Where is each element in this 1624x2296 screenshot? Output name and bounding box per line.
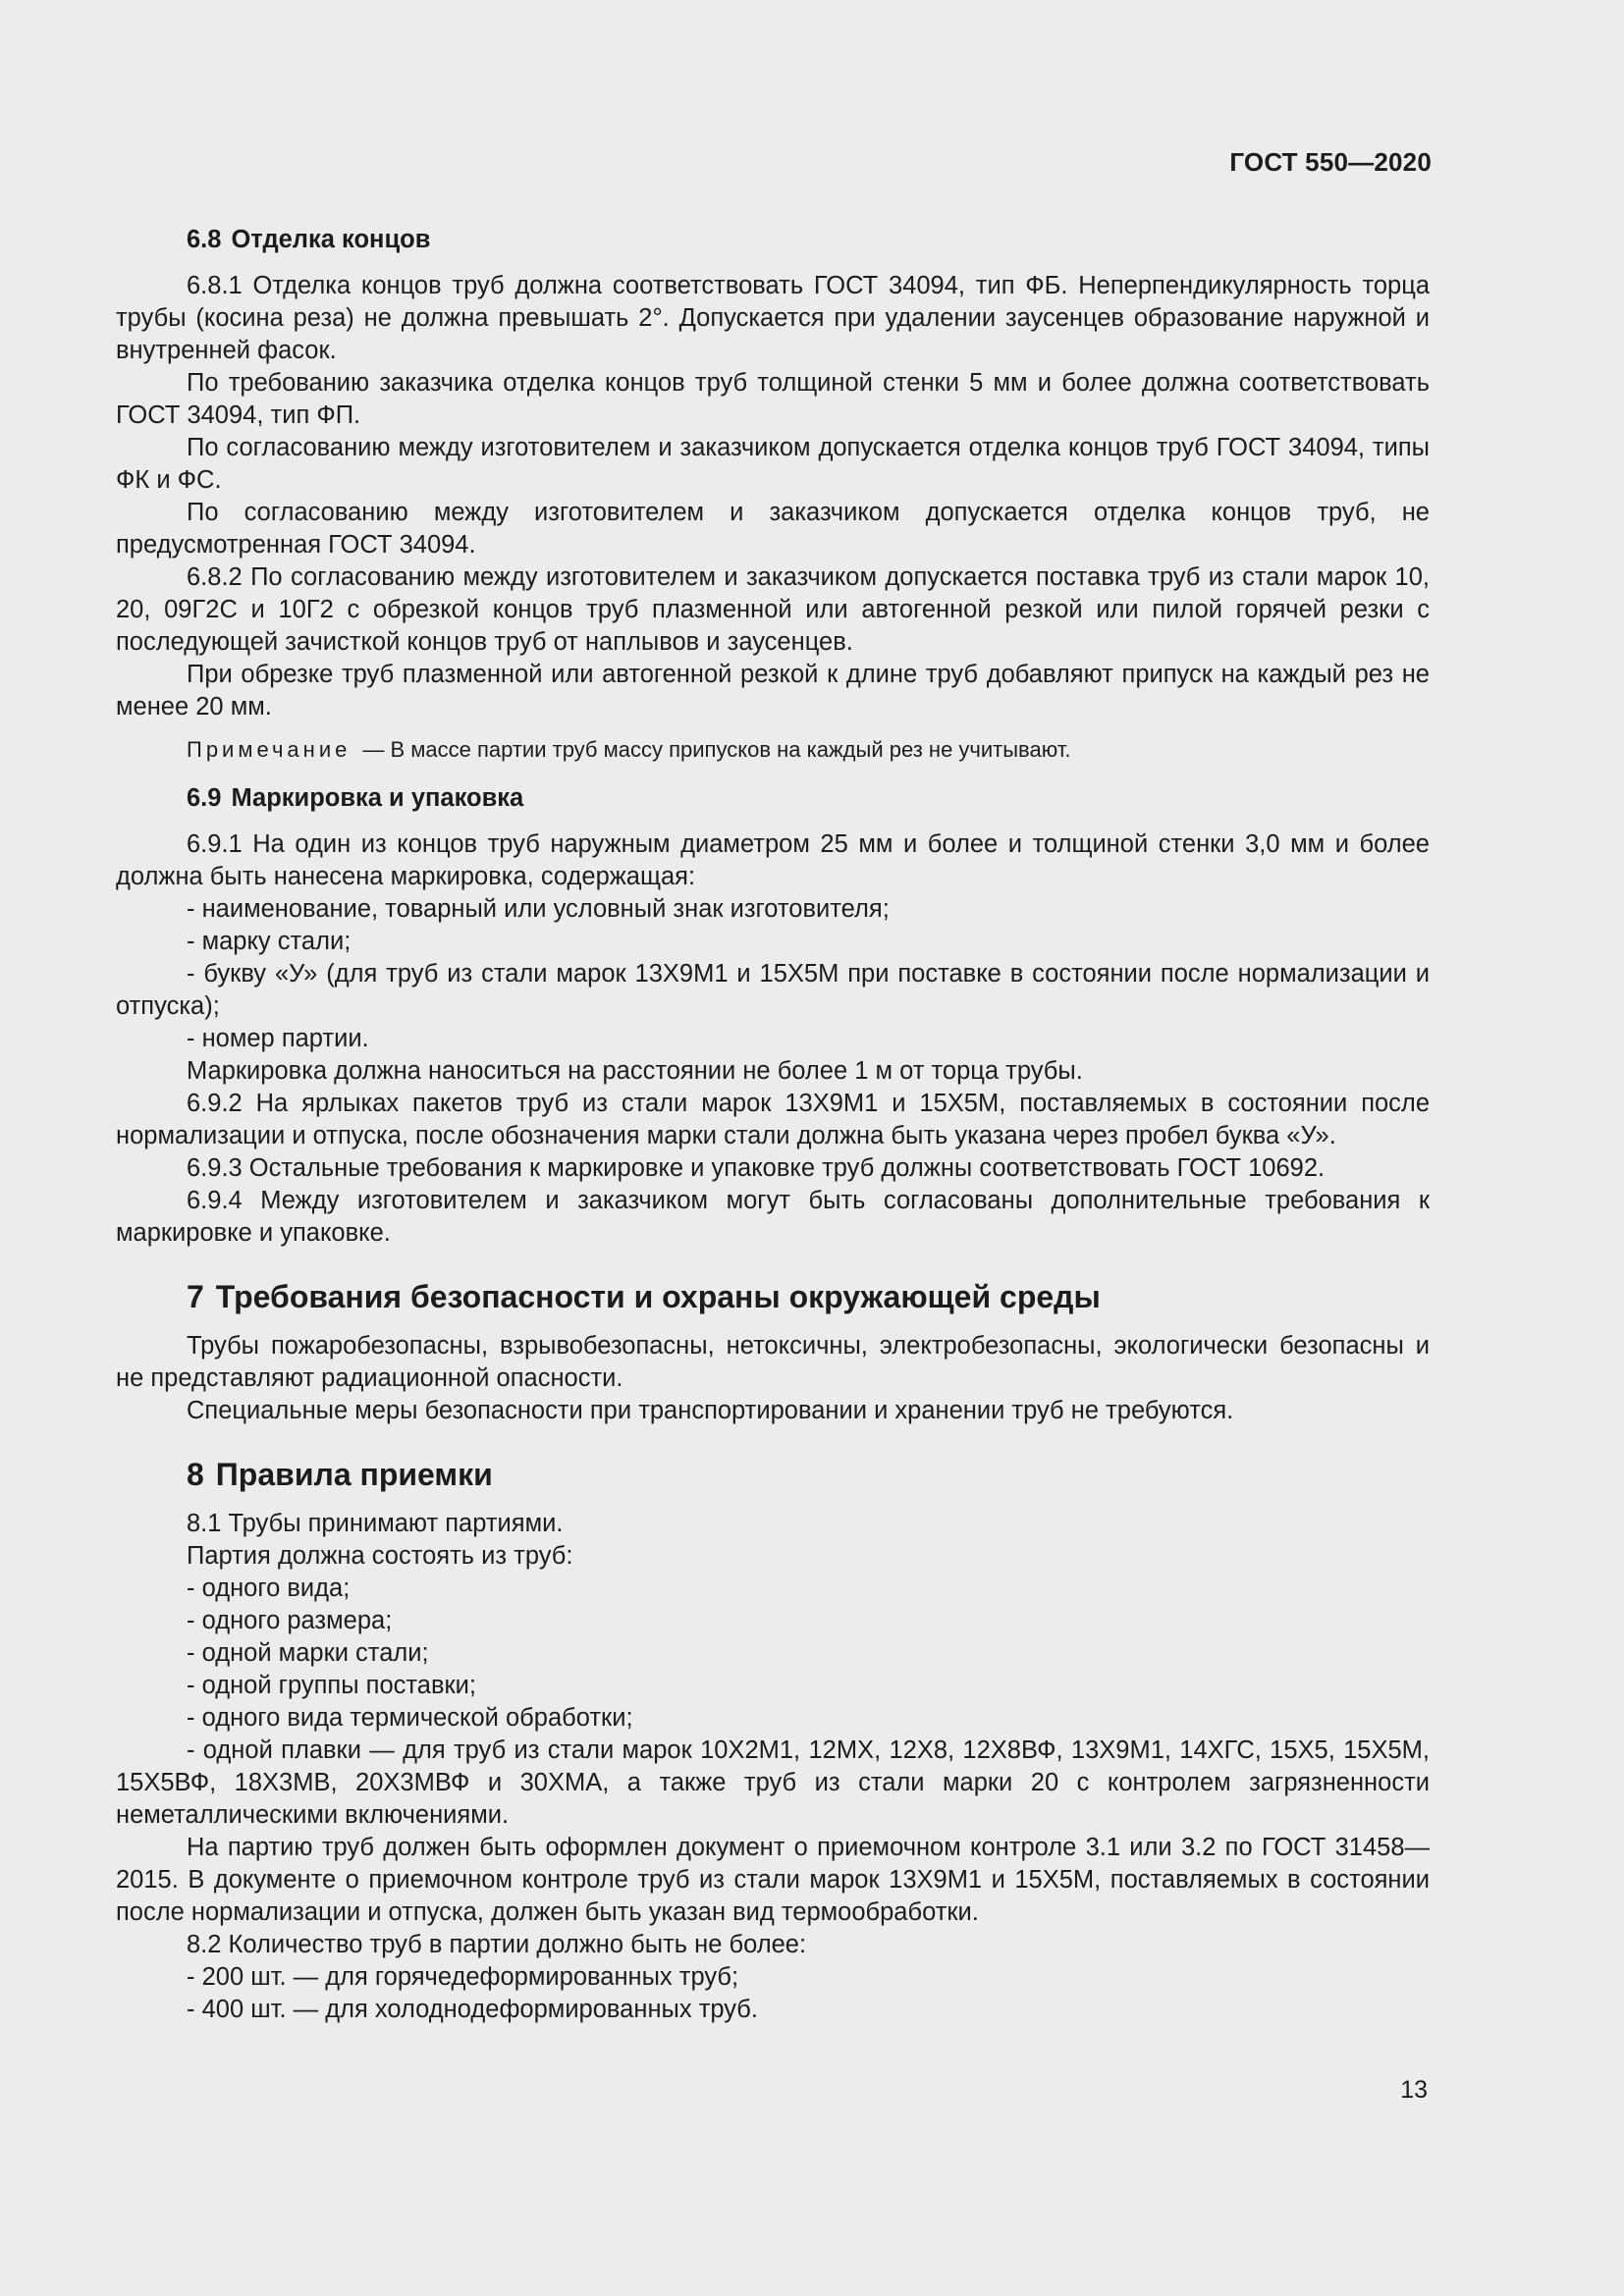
page-content xyxy=(116,224,1430,2026)
paragraph-6-8-2: 6.8.2 По согласованию между изготовителем и заказчиком допускается поставка труб из стали марок 10, 20, 09Г2С и 10Г2 с обрезкой концов труб плазменной или автогенной резкой или пилой горячей резки с последующей зачисткой концов труб от наплывов и заусенцев. xyxy=(116,563,1430,656)
list-item: - марку стали; xyxy=(187,928,352,955)
paragraph: Маркировка должна наноситься на расстоянии не более 1 м от торца трубы. xyxy=(187,1057,1083,1085)
section-8-heading xyxy=(116,1455,1430,1494)
note-label: Примечание xyxy=(187,737,352,762)
list-item: - одной плавки — для труб из стали марок 10Х2М1, 12МХ, 12Х8, 12Х8ВФ, 13Х9М1, 14ХГС, 15Х5, 15Х5М, 15Х5ВФ, 18Х3МВ, 20Х3МВФ и 30ХМА, а также труб из стали марки 20 с контролем загрязненности неметаллическими включениями. xyxy=(116,1736,1430,1829)
section-7-heading xyxy=(116,1277,1430,1316)
paragraph-6-9-2: 6.9.2 На ярлыках пакетов труб из стали марок 13Х9М1 и 15Х5М, поставляемых в состоянии после нормализации и отпуска, после обозначения марки стали должна быть указана через пробел буква «У». xyxy=(116,1090,1430,1149)
paragraph: По согласованию между изготовителем и заказчиком допускается отделка концов труб, не предусмотренная ГОСТ 34094. xyxy=(116,499,1430,559)
paragraph-6-9-1: 6.9.1 На один из концов труб наружным диаметром 25 мм и более и толщиной стенки 3,0 мм и более должна быть нанесена маркировка, содержащая: xyxy=(116,830,1430,890)
paragraph: По требованию заказчика отделка концов труб толщиной стенки 5 мм и более должна соответствовать ГОСТ 34094, тип ФП. xyxy=(116,369,1430,429)
list-item: - одной группы поставки; xyxy=(187,1672,476,1699)
section-title: Маркировка и упаковка xyxy=(231,784,524,812)
section-title: Требования безопасности и охраны окружающей среды xyxy=(215,1279,1101,1314)
page-number: 13 xyxy=(1400,2076,1428,2104)
section-6-9-heading xyxy=(116,782,1430,815)
section-number: 8 xyxy=(187,1457,204,1492)
section-title: Отделка концов xyxy=(231,226,431,253)
list-item: - одного вида термической обработки; xyxy=(187,1704,633,1732)
paragraph-8-1: 8.1 Трубы принимают партиями. xyxy=(187,1510,564,1537)
list-item: - одного вида; xyxy=(187,1575,351,1602)
paragraph: По согласованию между изготовителем и заказчиком допускается отделка концов труб ГОСТ 34094, типы ФК и ФС. xyxy=(116,434,1430,494)
paragraph: Трубы пожаробезопасны, взрывобезопасны, нетоксичны, электробезопасны, экологически безопасны и не представляют радиационной опасности. xyxy=(116,1332,1430,1392)
list-item: - одного размера; xyxy=(187,1607,393,1634)
list-item: - букву «У» (для труб из стали марок 13Х9М1 и 15Х5М при поставке в состоянии после нормализации и отпуска); xyxy=(116,960,1430,1020)
section-number: 7 xyxy=(187,1279,204,1314)
list-item: - 400 шт. — для холоднодеформированных труб. xyxy=(187,1996,758,2023)
paragraph: Партия должна состоять из труб: xyxy=(187,1542,573,1570)
list-item: - одной марки стали; xyxy=(187,1639,429,1667)
section-title: Правила приемки xyxy=(215,1457,493,1492)
section-number: 6.9 xyxy=(187,784,222,812)
note-text: — В массе партии труб массу припусков на каждый рез не учитывают. xyxy=(362,737,1071,762)
list-item: - 200 шт. — для горячедеформированных труб; xyxy=(187,1963,739,1991)
list-item: - номер партии. xyxy=(187,1025,369,1052)
list-item: - наименование, товарный или условный знак изготовителя; xyxy=(187,895,890,923)
paragraph: Специальные меры безопасности при транспортировании и хранении труб не требуются. xyxy=(187,1397,1234,1424)
paragraph-8-2: 8.2 Количество труб в партии должно быть не более: xyxy=(187,1931,807,1958)
paragraph: При обрезке труб плазменной или автогенной резкой к длине труб добавляют припуск на каждый рез не менее 20 мм. xyxy=(116,661,1430,721)
document-header: ГОСТ 550—2020 xyxy=(1229,147,1432,177)
section-6-8-heading xyxy=(116,224,1430,256)
section-number: 6.8 xyxy=(187,226,222,253)
paragraph-6-9-3: 6.9.3 Остальные требования к маркировке и упаковке труб должны соответствовать ГОСТ 10692. xyxy=(187,1154,1326,1182)
note xyxy=(116,735,1430,765)
paragraph: На партию труб должен быть оформлен документ о приемочном контроле 3.1 или 3.2 по ГОСТ 31458—2015. В документе о приемочном контроле труб из стали марок 13Х9М1 и 15Х5М, поставляемых в состоянии после нормализации и отпуска, должен быть указан вид термообработки. xyxy=(116,1834,1430,1926)
paragraph-6-8-1: 6.8.1 Отделка концов труб должна соответствовать ГОСТ 34094, тип ФБ. Неперпендикулярность торца трубы (косина реза) не должна превышать 2°. Допускается при удалении заусенцев образование наружной и внутренней фасок. xyxy=(116,272,1430,364)
paragraph-6-9-4: 6.9.4 Между изготовителем и заказчиком могут быть согласованы дополнительные требования к маркировке и упаковке. xyxy=(116,1187,1430,1247)
